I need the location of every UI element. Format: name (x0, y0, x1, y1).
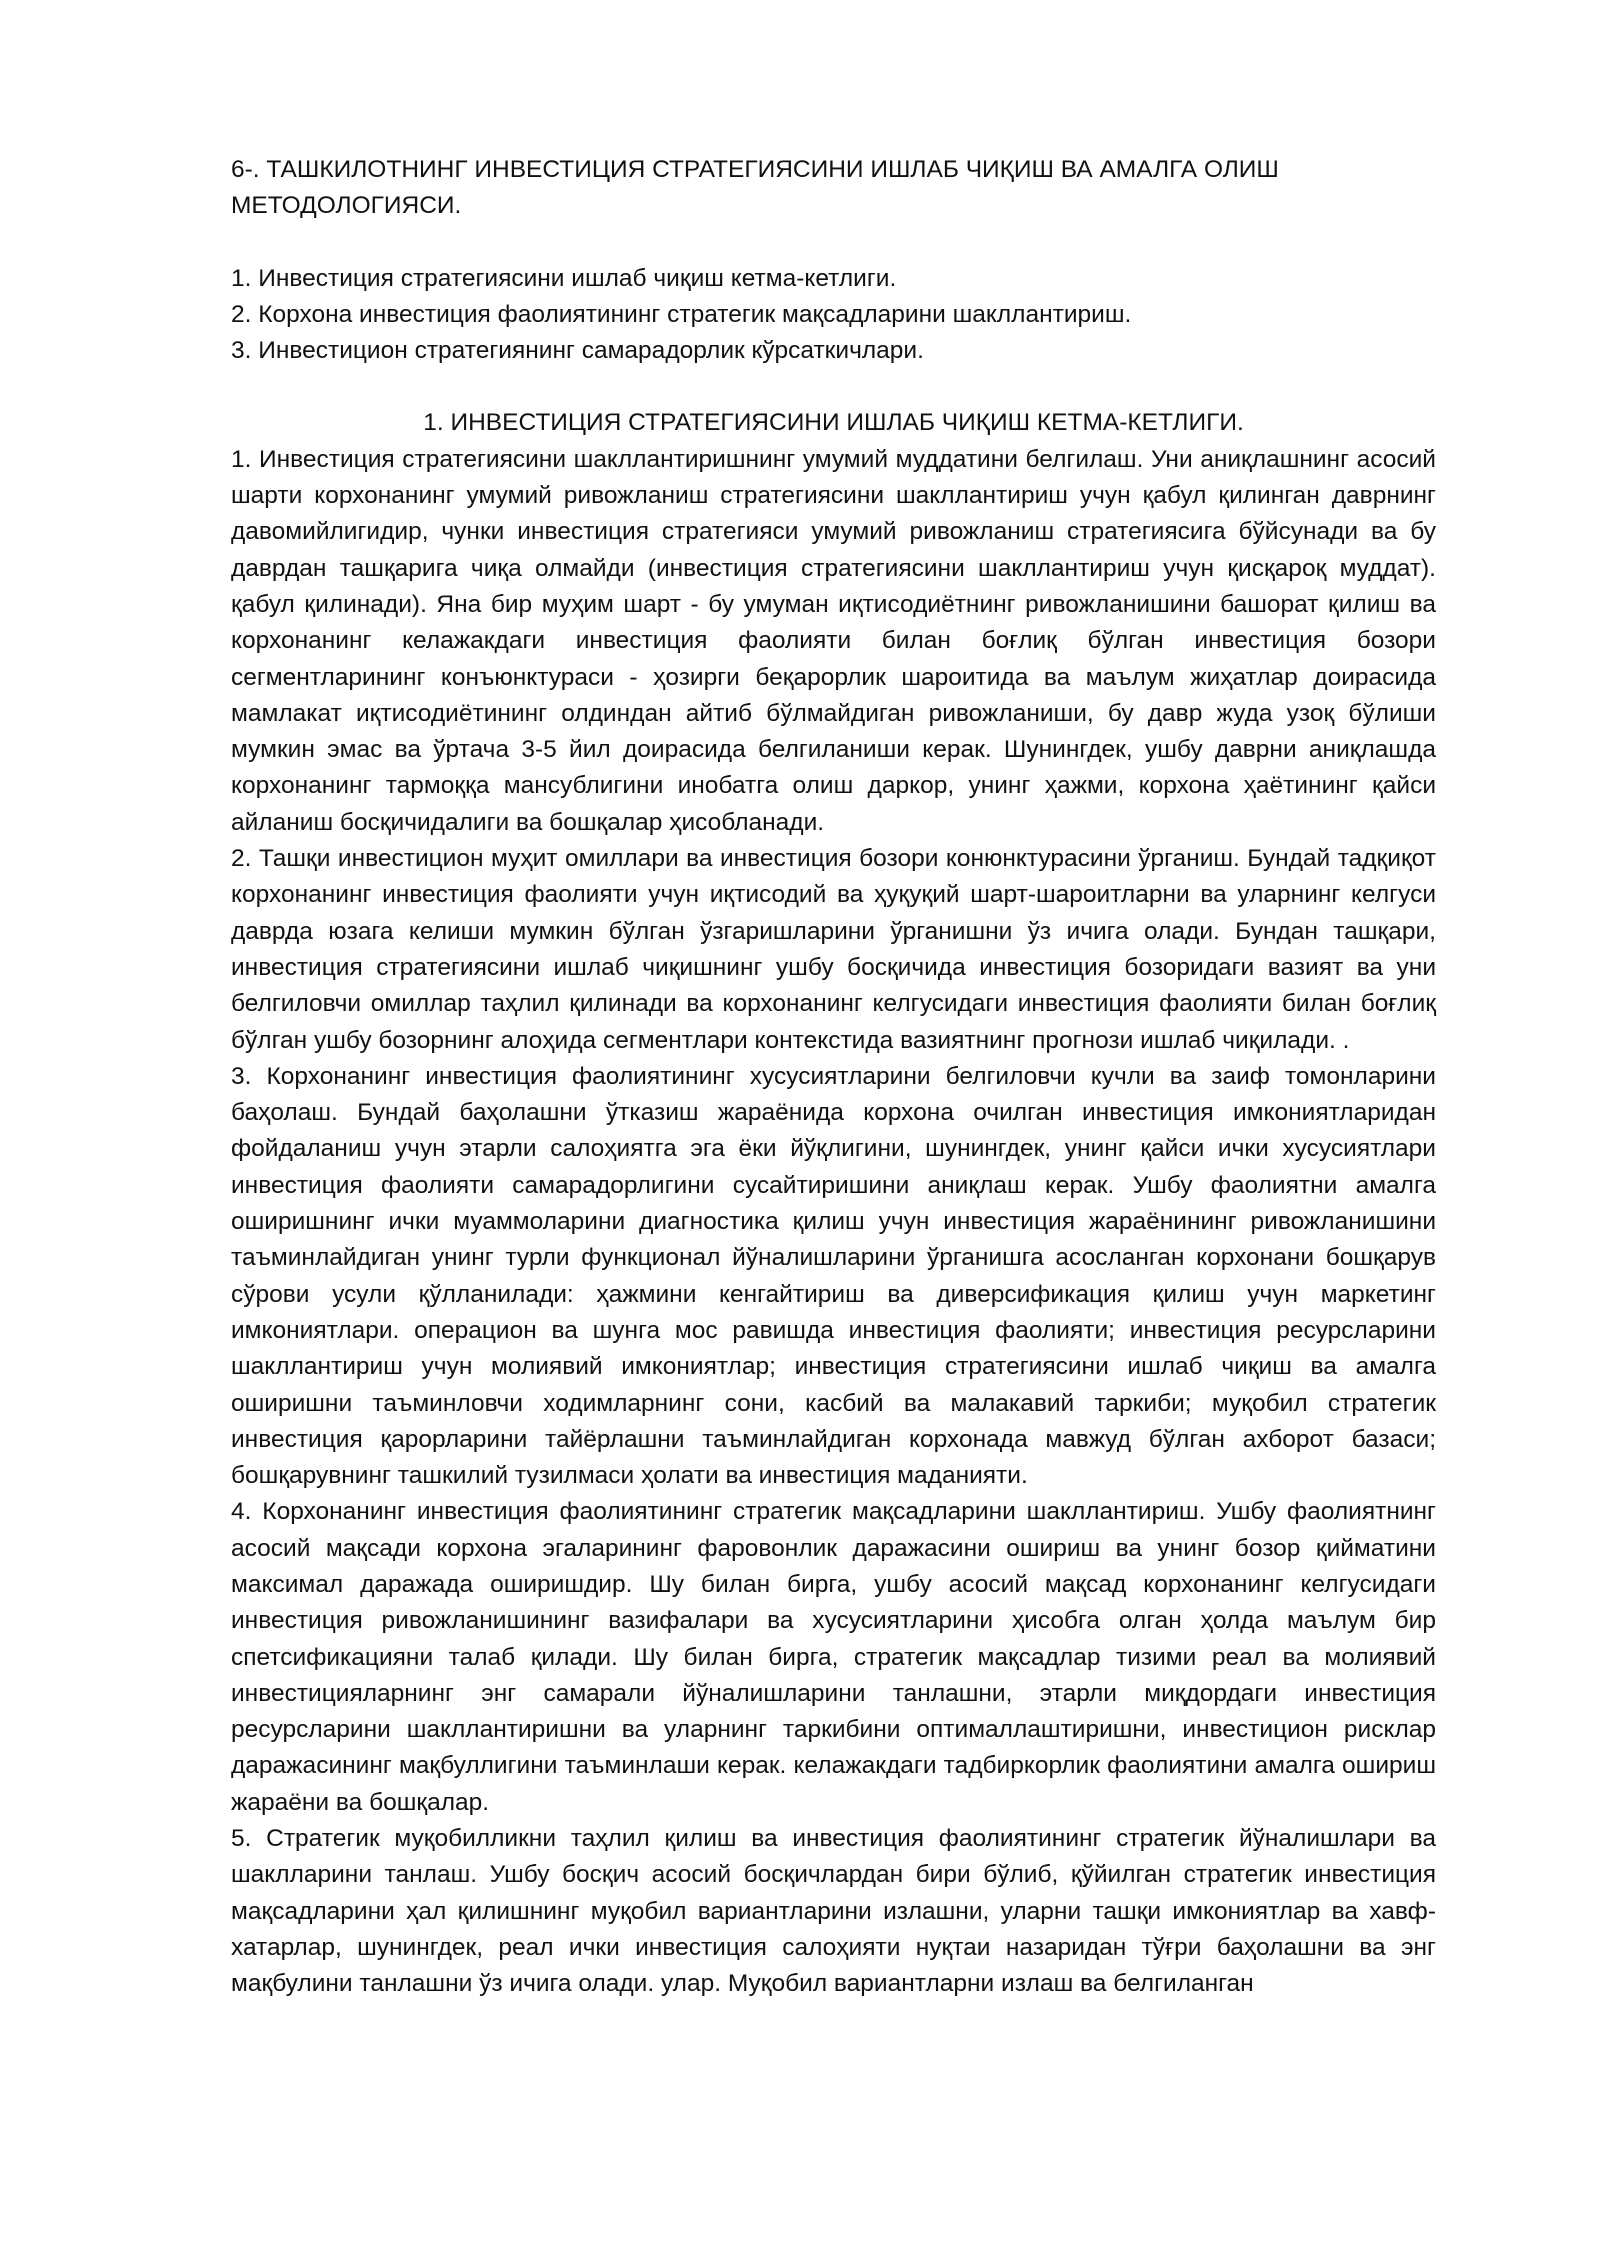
topic-outline (231, 261, 1436, 370)
paragraph: 1. Инвестиция стратегиясини шакллантиришнинг умумий муддатини белгилаш. Уни аниқлашнинг асосий шарти корхонанинг умумий ривожланиш стратегиясини шакллантириш учун қабул қилинган даврнинг давомийлигидир, чунки инвестиция стратегияси умумий ривожланиш стратегиясига бўйсунади ва бу даврдан ташқарига чиқа олмайди (инвестиция стратегиясини шакллантириш учун қисқароқ муддат). қабул қилинади). Яна бир муҳим шарт - бу умуман иқтисодиётнинг ривожланишини башорат қилиш ва корхонанинг келажакдаги инвестиция фаолияти билан боғлиқ бўлган инвестиция бозори сегментларининг конъюнктураси - ҳозирги беқарорлик шароитида ва маълум жиҳатлар доирасида мамлакат иқтисодиётининг олдиндан айтиб бўлмайдиган ривожланиши, бу давр жуда узоқ бўлиши мумкин эмас ва ўртача 3-5 йил доирасида белгиланиши керак. Шунингдек, ушбу даврни аниқлашда корхонанинг тармоққа мансублигини инобатга олиш даркор, унинг ҳажми, корхона ҳаётининг қайси айланиш босқичидалиги ва бошқалар ҳисобланади. (231, 445, 1436, 836)
paragraph: 3. Корхонанинг инвестиция фаолиятининг хусусиятларини белгиловчи кучли ва заиф томонларини баҳолаш. Бундай баҳолашни ўтказиш жараёнида корхона очилган инвестиция имкониятларидан фойдаланиш учун этарли салоҳиятга эга ёки йўқлигини, шунингдек, унинг қайси ички хусусиятлари инвестиция фаолияти самарадорлигини сусайтиришини аниқлаш керак. Ушбу фаолиятни амалга оширишнинг ички муаммоларини диагностика қилиш учун инвестиция жараёнининг ривожланишини таъминлайдиган унинг турли функционал йўналишларини ўрганишга асосланган корхонани бошқарув сўрови усули қўлланилади: ҳажмини кенгайтириш ва диверсификация қилиш учун маркетинг имкониятлари. операцион ва шунга мос равишда инвестиция фаолияти; инвестиция ресурсларини шакллантириш учун молиявий имкониятлар; инвестиция стратегиясини ишлаб чиқиш ва амалга оширишни таъминловчи ходимларнинг сони, касбий ва малакавий таркиби; муқобил стратегик инвестиция қарорларини тайёрлашни таъминлайдиган корхонада мавжуд бўлган ахборот базаси; бошқарувнинг ташкилий тузилмаси ҳолати ва инвестиция маданияти. (231, 1062, 1436, 1490)
paragraph: 4. Корхонанинг инвестиция фаолиятининг стратегик мақсадларини шакллантириш. Ушбу фаолиятнинг асосий мақсади корхона эгаларининг фаровонлик даражасини ошириш ва унинг бозор қийматини максимал даражада оширишдир. Шу билан бирга, ушбу асосий мақсад корхонанинг келгусидаги инвестиция ривожланишининг вазифалари ва хусусиятларини ҳисобга олган ҳолда маълум бир спетсификацияни талаб қилади. Шу билан бирга, стратегик мақсадлар тизими реал ва молиявий инвестицияларнинг энг самарали йўналишларини танлашни, этарли миқдордаги инвестиция ресурсларини шакллантиришни ва уларнинг таркибини оптималлаштиришни, инвестицион рисклар даражасининг мақбуллигини таъминлаши керак. келажакдаги тадбиркорлик фаолиятини амалга ошириш жараёни ва бошқалар. (231, 1498, 1436, 1816)
outline-item: 1. Инвестиция стратегиясини ишлаб чиқиш кетма-кетлиги. (231, 264, 897, 292)
paragraph: 5. Стратегик муқобилликни таҳлил қилиш ва инвестиция фаолиятининг стратегик йўналишлари ва шаклларини танлаш. Ушбу босқич асосий босқичлардан бири бўлиб, қўйилган стратегик инвестиция мақсадларини ҳал қилишнинг муқобил вариантларини излашни, уларни ташқи имкониятлар ва хавф-хатарлар, шунингдек, реал ички инвестиция салоҳияти нуқтаи назаридан тўғри баҳолашни ва энг мақбулини танлашни ўз ичига олади. улар. Муқобил вариантларни излаш ва белгиланган (231, 1825, 1436, 1998)
outline-item: 3. Инвестицион стратегиянинг самарадорлик кўрсаткичлари. (231, 337, 924, 365)
paragraph: 2. Ташқи инвестицион муҳит омиллари ва инвестиция бозори конюнктурасини ўрганиш. Бундай тадқиқот корхонанинг инвестиция фаолияти учун иқтисодий ва ҳуқуқий шарт-шароитларни ва уларнинг келгуси даврда юзага келиши мумкин бўлган ўзгаришларини ўрганишни ўз ичига олади. Бундан ташқари, инвестиция стратегиясини ишлаб чиқишнинг ушбу босқичида инвестиция бозоридаги вазият ва уни белгиловчи омиллар таҳлил қилинади ва корхонанинг келгусидаги инвестиция фаолияти билан боғлиқ бўлган ушбу бозорнинг алоҳида сегментлари контекстида вазиятнинг прогнози ишлаб чиқилади. . (231, 845, 1436, 1054)
outline-item: 2. Корхона инвестиция фаолиятининг стратегик мақсадларини шакллантириш. (231, 300, 1132, 328)
section-title: 1. ИНВЕСТИЦИЯ СТРАТЕГИЯСИНИ ИШЛАБ ЧИҚИШ КЕТМА-КЕТЛИГИ. (423, 409, 1244, 437)
document-page (231, 152, 1436, 2003)
body-text (231, 442, 1436, 2003)
document-heading: 6-. ТАШКИЛОТНИНГ ИНВЕСТИЦИЯ СТРАТЕГИЯСИНИ ИШЛАБ ЧИҚИШ ВА АМАЛГА ОЛИШ МЕТОДОЛОГИЯСИ. (231, 156, 1279, 220)
